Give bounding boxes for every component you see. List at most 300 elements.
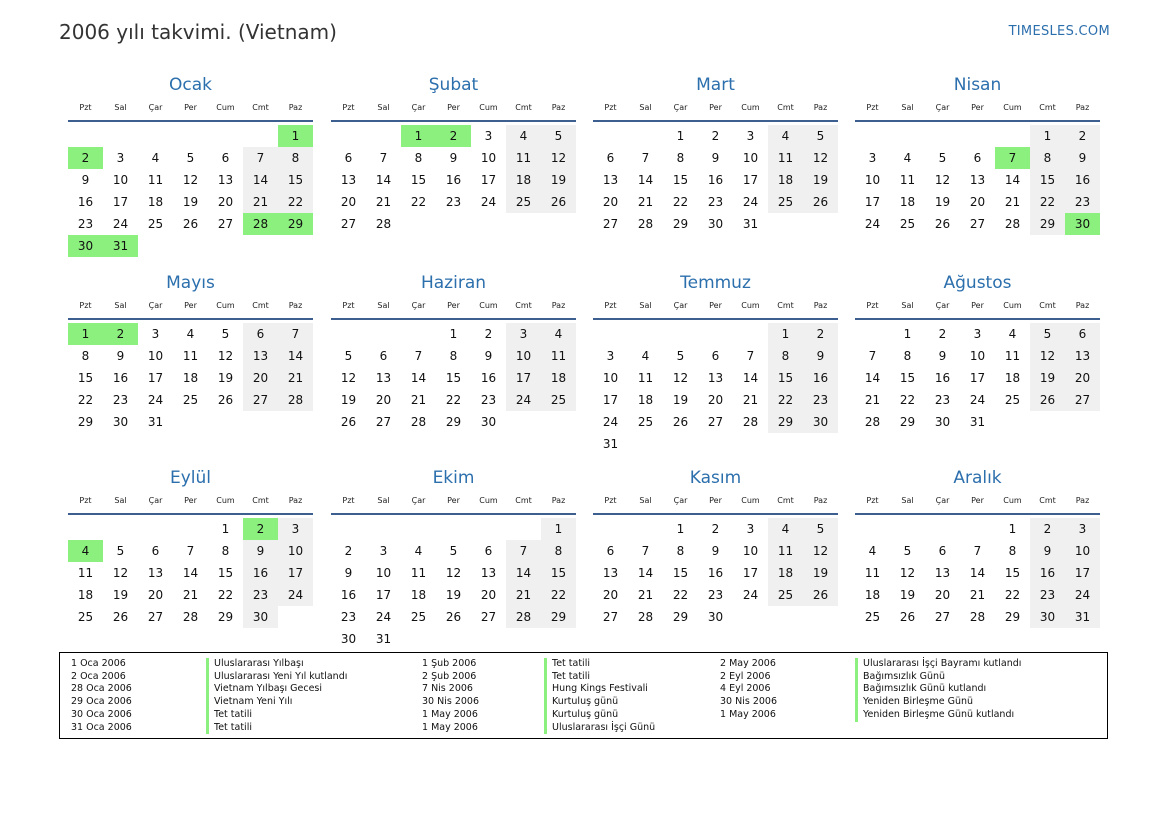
day-cell: 21 bbox=[243, 191, 278, 213]
day-cell: 31 bbox=[602, 437, 619, 451]
day-cell: 15 bbox=[899, 371, 916, 385]
day-grid bbox=[593, 125, 838, 235]
legend-dates-col-1 bbox=[71, 658, 132, 734]
day-cell: 12 bbox=[1030, 345, 1065, 367]
weekday-label: Paz bbox=[813, 496, 828, 505]
day-cell: 28 bbox=[506, 606, 541, 628]
weekday-label: Çar bbox=[935, 103, 950, 112]
day-cell: 8 bbox=[414, 151, 423, 165]
weekday-label: Paz bbox=[288, 103, 303, 112]
weekday-label: Sal bbox=[114, 103, 127, 112]
weekday-label: Çar bbox=[673, 301, 688, 310]
day-cell: 6 bbox=[484, 544, 493, 558]
day-cell: 9 bbox=[116, 349, 125, 363]
day-cell: 1 bbox=[903, 327, 912, 341]
day-cell: 29 bbox=[1004, 610, 1021, 624]
day-cell: 18 bbox=[541, 367, 576, 389]
weekday-label: Per bbox=[447, 496, 460, 505]
day-cell: 21 bbox=[278, 367, 313, 389]
day-cell: 6 bbox=[938, 544, 947, 558]
day-cell: 10 bbox=[147, 349, 164, 363]
month-name: Eylül bbox=[169, 468, 212, 488]
empty-cell bbox=[698, 323, 733, 345]
day-cell: 5 bbox=[116, 544, 125, 558]
day-cell: 1 bbox=[449, 327, 458, 341]
empty-cell bbox=[331, 518, 366, 540]
day-cell: 13 bbox=[375, 371, 392, 385]
day-cell: 8 bbox=[81, 349, 90, 363]
day-cell: 27 bbox=[375, 415, 392, 429]
day-cell: 27 bbox=[217, 217, 234, 231]
day-cell: 17 bbox=[375, 588, 392, 602]
day-cell: 18 bbox=[1004, 371, 1021, 385]
day-cell: 21 bbox=[375, 195, 392, 209]
empty-cell bbox=[471, 518, 506, 540]
weekday-label: Cmt bbox=[252, 103, 269, 112]
weekday-label: Cmt bbox=[777, 496, 794, 505]
weekday-label: Paz bbox=[288, 301, 303, 310]
day-cell: 12 bbox=[340, 371, 357, 385]
weekday-label: Pzt bbox=[79, 103, 92, 112]
legend-holiday-name: Uluslararası İşçi Bayramı kutlandı bbox=[855, 658, 1021, 671]
day-cell: 6 bbox=[151, 544, 160, 558]
day-cell: 22 bbox=[672, 588, 689, 602]
day-cell: 11 bbox=[768, 147, 803, 169]
day-cell: 30 bbox=[934, 415, 951, 429]
weekday-label: Çar bbox=[673, 103, 688, 112]
day-cell: 20 bbox=[602, 195, 619, 209]
day-cell: 19 bbox=[217, 371, 234, 385]
legend-date: 30 Nis 2006 bbox=[720, 696, 777, 708]
month-6 bbox=[331, 272, 576, 433]
weekday-label: Pzt bbox=[342, 103, 355, 112]
weekday-label: Cmt bbox=[1039, 103, 1056, 112]
day-cell: 31 bbox=[147, 415, 164, 429]
month-7 bbox=[593, 272, 838, 455]
day-cell: 25 bbox=[637, 415, 654, 429]
day-cell: 22 bbox=[1030, 191, 1065, 213]
day-cell: 22 bbox=[672, 195, 689, 209]
day-cell: 22 bbox=[278, 191, 313, 213]
day-cell: 3 bbox=[278, 518, 313, 540]
weekday-label: Çar bbox=[411, 301, 426, 310]
empty-cell bbox=[68, 518, 103, 540]
day-cell: 31 bbox=[375, 632, 392, 646]
holiday-day-cell: 30 bbox=[68, 235, 103, 257]
weekday-label: Paz bbox=[551, 103, 566, 112]
day-cell: 1 bbox=[768, 323, 803, 345]
day-cell: 12 bbox=[182, 173, 199, 187]
day-cell: 8 bbox=[1008, 544, 1017, 558]
weekday-label: Sal bbox=[377, 301, 390, 310]
holiday-day-cell: 29 bbox=[278, 213, 313, 235]
legend-date: 2 Eyl 2006 bbox=[720, 670, 771, 682]
legend-holiday-name: Tet tatili bbox=[206, 709, 347, 722]
day-cell: 7 bbox=[746, 349, 755, 363]
holiday-day-cell: 2 bbox=[68, 147, 103, 169]
day-cell: 23 bbox=[445, 195, 462, 209]
weekday-header bbox=[593, 298, 838, 320]
weekday-label: Sal bbox=[377, 103, 390, 112]
day-cell: 1 bbox=[676, 129, 685, 143]
day-cell: 11 bbox=[1004, 349, 1021, 363]
empty-cell bbox=[593, 323, 628, 345]
day-cell: 30 bbox=[1030, 606, 1065, 628]
day-cell: 13 bbox=[243, 345, 278, 367]
day-cell: 19 bbox=[803, 562, 838, 584]
day-cell: 28 bbox=[375, 217, 392, 231]
day-cell: 19 bbox=[112, 588, 129, 602]
holiday-legend bbox=[59, 652, 1108, 739]
day-cell: 21 bbox=[864, 393, 881, 407]
day-cell: 11 bbox=[182, 349, 199, 363]
legend-names-col-3 bbox=[855, 658, 1021, 722]
day-cell: 28 bbox=[969, 610, 986, 624]
day-cell: 27 bbox=[602, 610, 619, 624]
day-cell: 19 bbox=[1030, 367, 1065, 389]
day-cell: 18 bbox=[768, 562, 803, 584]
weekday-label: Per bbox=[184, 301, 197, 310]
day-cell: 25 bbox=[506, 191, 541, 213]
weekday-label: Cum bbox=[479, 496, 498, 505]
day-cell: 6 bbox=[606, 544, 615, 558]
day-grid bbox=[68, 323, 313, 433]
empty-cell bbox=[925, 518, 960, 540]
day-cell: 3 bbox=[1065, 518, 1100, 540]
legend-names-col-2 bbox=[544, 658, 655, 734]
day-cell: 19 bbox=[899, 588, 916, 602]
day-cell: 14 bbox=[1004, 173, 1021, 187]
day-cell: 27 bbox=[340, 217, 357, 231]
day-cell: 24 bbox=[969, 393, 986, 407]
legend-holiday-name: Bağımsızlık Günü kutlandı bbox=[855, 683, 1021, 696]
day-cell: 19 bbox=[672, 393, 689, 407]
empty-cell bbox=[68, 125, 103, 147]
month-5 bbox=[68, 272, 313, 433]
empty-cell bbox=[173, 518, 208, 540]
day-cell: 30 bbox=[340, 632, 357, 646]
empty-cell bbox=[243, 125, 278, 147]
day-cell: 20 bbox=[480, 588, 497, 602]
day-cell: 20 bbox=[602, 588, 619, 602]
day-cell: 30 bbox=[803, 411, 838, 433]
day-cell: 5 bbox=[449, 544, 458, 558]
day-cell: 10 bbox=[742, 544, 759, 558]
day-cell: 4 bbox=[414, 544, 423, 558]
day-cell: 16 bbox=[480, 371, 497, 385]
day-cell: 30 bbox=[707, 610, 724, 624]
empty-cell bbox=[208, 125, 243, 147]
month-name: Haziran bbox=[420, 273, 487, 293]
weekday-label: Cum bbox=[741, 496, 760, 505]
legend-date: 29 Oca 2006 bbox=[71, 696, 132, 708]
day-cell: 1 bbox=[1030, 125, 1065, 147]
weekday-header bbox=[331, 298, 576, 320]
day-cell: 19 bbox=[934, 195, 951, 209]
day-cell: 11 bbox=[506, 147, 541, 169]
weekday-label: Paz bbox=[813, 103, 828, 112]
day-cell: 10 bbox=[375, 566, 392, 580]
weekday-header bbox=[331, 493, 576, 515]
weekday-label: Cum bbox=[216, 496, 235, 505]
weekday-label: Paz bbox=[813, 301, 828, 310]
weekday-label: Per bbox=[447, 301, 460, 310]
day-cell: 18 bbox=[864, 588, 881, 602]
day-cell: 16 bbox=[934, 371, 951, 385]
empty-cell bbox=[331, 125, 366, 147]
weekday-label: Pzt bbox=[866, 103, 879, 112]
weekday-label: Çar bbox=[935, 301, 950, 310]
day-cell: 20 bbox=[1065, 367, 1100, 389]
day-cell: 7 bbox=[973, 544, 982, 558]
day-cell: 24 bbox=[864, 217, 881, 231]
day-cell: 26 bbox=[217, 393, 234, 407]
day-cell: 26 bbox=[934, 217, 951, 231]
day-cell: 25 bbox=[182, 393, 199, 407]
day-cell: 15 bbox=[445, 371, 462, 385]
day-cell: 18 bbox=[77, 588, 94, 602]
day-cell: 13 bbox=[217, 173, 234, 187]
day-cell: 20 bbox=[375, 393, 392, 407]
legend-date: 1 Şub 2006 bbox=[422, 658, 477, 669]
day-cell: 10 bbox=[602, 371, 619, 385]
day-cell: 18 bbox=[637, 393, 654, 407]
day-cell: 12 bbox=[217, 349, 234, 363]
weekday-label: Pzt bbox=[342, 496, 355, 505]
day-cell: 21 bbox=[637, 195, 654, 209]
weekday-label: Sal bbox=[114, 301, 127, 310]
legend-date: 7 Nis 2006 bbox=[422, 683, 473, 695]
day-cell: 17 bbox=[278, 562, 313, 584]
holiday-day-cell: 1 bbox=[401, 125, 436, 147]
day-cell: 6 bbox=[1065, 323, 1100, 345]
day-cell: 28 bbox=[742, 415, 759, 429]
weekday-label: Çar bbox=[148, 496, 163, 505]
day-cell: 11 bbox=[899, 173, 916, 187]
day-cell: 13 bbox=[1065, 345, 1100, 367]
weekday-label: Pzt bbox=[604, 103, 617, 112]
day-grid bbox=[331, 518, 576, 650]
day-cell: 16 bbox=[1030, 562, 1065, 584]
weekday-label: Paz bbox=[551, 496, 566, 505]
empty-cell bbox=[366, 323, 401, 345]
day-cell: 15 bbox=[768, 367, 803, 389]
legend-holiday-name: Tet tatili bbox=[544, 671, 655, 684]
day-cell: 13 bbox=[147, 566, 164, 580]
day-cell: 27 bbox=[707, 415, 724, 429]
weekday-label: Cmt bbox=[515, 496, 532, 505]
day-cell: 15 bbox=[217, 566, 234, 580]
legend-date: 1 Oca 2006 bbox=[71, 658, 126, 669]
weekday-header bbox=[855, 100, 1100, 122]
weekday-label: Per bbox=[184, 103, 197, 112]
weekday-label: Cmt bbox=[252, 301, 269, 310]
empty-cell bbox=[855, 323, 890, 345]
day-cell: 28 bbox=[278, 389, 313, 411]
day-cell: 30 bbox=[243, 606, 278, 628]
day-cell: 21 bbox=[1004, 195, 1021, 209]
day-cell: 17 bbox=[742, 566, 759, 580]
day-cell: 24 bbox=[1065, 584, 1100, 606]
weekday-label: Cmt bbox=[515, 301, 532, 310]
day-cell: 9 bbox=[1030, 540, 1065, 562]
weekday-label: Çar bbox=[673, 496, 688, 505]
weekday-label: Cmt bbox=[777, 301, 794, 310]
weekday-label: Pzt bbox=[866, 301, 879, 310]
day-cell: 3 bbox=[606, 349, 615, 363]
weekday-label: Çar bbox=[935, 496, 950, 505]
day-cell: 18 bbox=[147, 195, 164, 209]
day-cell: 26 bbox=[445, 610, 462, 624]
day-cell: 3 bbox=[746, 129, 755, 143]
day-cell: 10 bbox=[480, 151, 497, 165]
weekday-label: Cmt bbox=[252, 496, 269, 505]
day-cell: 17 bbox=[112, 195, 129, 209]
weekday-label: Per bbox=[971, 301, 984, 310]
day-cell: 10 bbox=[278, 540, 313, 562]
day-cell: 18 bbox=[506, 169, 541, 191]
day-cell: 21 bbox=[506, 584, 541, 606]
day-cell: 5 bbox=[938, 151, 947, 165]
day-cell: 3 bbox=[151, 327, 160, 341]
day-cell: 12 bbox=[803, 540, 838, 562]
legend-holiday-name: Yeniden Birleşme Günü bbox=[855, 696, 1021, 709]
day-cell: 15 bbox=[672, 566, 689, 580]
empty-cell bbox=[401, 323, 436, 345]
day-cell: 3 bbox=[379, 544, 388, 558]
day-cell: 17 bbox=[480, 173, 497, 187]
empty-cell bbox=[138, 518, 173, 540]
month-3 bbox=[593, 74, 838, 235]
legend-date: 2 May 2006 bbox=[720, 658, 776, 669]
weekday-label: Sal bbox=[901, 103, 914, 112]
day-cell: 20 bbox=[969, 195, 986, 209]
day-cell: 15 bbox=[77, 371, 94, 385]
day-cell: 31 bbox=[969, 415, 986, 429]
empty-cell bbox=[436, 518, 471, 540]
day-cell: 17 bbox=[147, 371, 164, 385]
holiday-day-cell: 1 bbox=[68, 323, 103, 345]
empty-cell bbox=[855, 125, 890, 147]
legend-holiday-name: Yeniden Birleşme Günü kutlandı bbox=[855, 709, 1021, 722]
weekday-label: Per bbox=[709, 103, 722, 112]
legend-holiday-name: Vietnam Yılbaşı Gecesi bbox=[206, 683, 347, 696]
day-cell: 9 bbox=[803, 345, 838, 367]
day-cell: 5 bbox=[803, 518, 838, 540]
day-cell: 18 bbox=[768, 169, 803, 191]
day-cell: 13 bbox=[602, 173, 619, 187]
day-cell: 19 bbox=[340, 393, 357, 407]
day-cell: 10 bbox=[864, 173, 881, 187]
day-cell: 3 bbox=[484, 129, 493, 143]
site-link[interactable]: TIMESLES.COM bbox=[1008, 24, 1110, 39]
legend-date: 4 Eyl 2006 bbox=[720, 683, 771, 695]
empty-cell bbox=[138, 125, 173, 147]
weekday-label: Çar bbox=[148, 103, 163, 112]
day-cell: 14 bbox=[182, 566, 199, 580]
weekday-label: Sal bbox=[901, 301, 914, 310]
legend-date: 1 May 2006 bbox=[422, 721, 478, 733]
day-cell: 8 bbox=[449, 349, 458, 363]
day-cell: 6 bbox=[344, 151, 353, 165]
empty-cell bbox=[593, 518, 628, 540]
weekday-label: Pzt bbox=[866, 496, 879, 505]
holiday-day-cell: 7 bbox=[995, 147, 1030, 169]
weekday-label: Pzt bbox=[79, 301, 92, 310]
day-cell: 7 bbox=[641, 151, 650, 165]
day-cell: 9 bbox=[711, 544, 720, 558]
month-1 bbox=[68, 74, 313, 257]
day-cell: 7 bbox=[186, 544, 195, 558]
day-cell: 14 bbox=[864, 371, 881, 385]
legend-holiday-name: Tet tatili bbox=[544, 658, 655, 671]
day-cell: 4 bbox=[641, 349, 650, 363]
day-cell: 21 bbox=[742, 393, 759, 407]
day-cell: 20 bbox=[243, 367, 278, 389]
day-cell: 12 bbox=[672, 371, 689, 385]
month-name: Ağustos bbox=[943, 273, 1012, 293]
day-cell: 9 bbox=[449, 151, 458, 165]
day-cell: 24 bbox=[375, 610, 392, 624]
day-cell: 25 bbox=[768, 191, 803, 213]
day-cell: 22 bbox=[768, 389, 803, 411]
weekday-header bbox=[593, 493, 838, 515]
legend-names-col-1 bbox=[206, 658, 347, 734]
empty-cell bbox=[733, 323, 768, 345]
day-cell: 3 bbox=[506, 323, 541, 345]
day-cell: 14 bbox=[410, 371, 427, 385]
day-cell: 30 bbox=[707, 217, 724, 231]
weekday-label: Cum bbox=[479, 103, 498, 112]
day-cell: 21 bbox=[410, 393, 427, 407]
day-cell: 18 bbox=[410, 588, 427, 602]
legend-date: 2 Şub 2006 bbox=[422, 670, 477, 682]
day-cell: 24 bbox=[147, 393, 164, 407]
weekday-label: Cum bbox=[479, 301, 498, 310]
weekday-header bbox=[331, 100, 576, 122]
day-cell: 7 bbox=[278, 323, 313, 345]
day-cell: 23 bbox=[77, 217, 94, 231]
day-cell: 6 bbox=[221, 151, 230, 165]
day-cell: 22 bbox=[899, 393, 916, 407]
month-9 bbox=[68, 467, 313, 628]
day-cell: 2 bbox=[484, 327, 493, 341]
holiday-day-cell: 2 bbox=[103, 323, 138, 345]
day-cell: 12 bbox=[803, 147, 838, 169]
day-cell: 27 bbox=[934, 610, 951, 624]
month-name: Ekim bbox=[432, 468, 475, 488]
month-2 bbox=[331, 74, 576, 235]
day-cell: 8 bbox=[676, 151, 685, 165]
weekday-label: Paz bbox=[551, 301, 566, 310]
day-cell: 4 bbox=[541, 323, 576, 345]
day-cell: 11 bbox=[410, 566, 427, 580]
day-cell: 3 bbox=[973, 327, 982, 341]
weekday-label: Cmt bbox=[515, 103, 532, 112]
day-grid bbox=[331, 323, 576, 433]
day-cell: 2 bbox=[938, 327, 947, 341]
day-cell: 6 bbox=[606, 151, 615, 165]
day-cell: 10 bbox=[742, 151, 759, 165]
day-cell: 29 bbox=[672, 610, 689, 624]
day-grid bbox=[593, 518, 838, 628]
weekday-label: Cum bbox=[216, 301, 235, 310]
day-cell: 7 bbox=[379, 151, 388, 165]
weekday-label: Pzt bbox=[604, 301, 617, 310]
empty-cell bbox=[890, 518, 925, 540]
empty-cell bbox=[103, 125, 138, 147]
empty-cell bbox=[103, 518, 138, 540]
